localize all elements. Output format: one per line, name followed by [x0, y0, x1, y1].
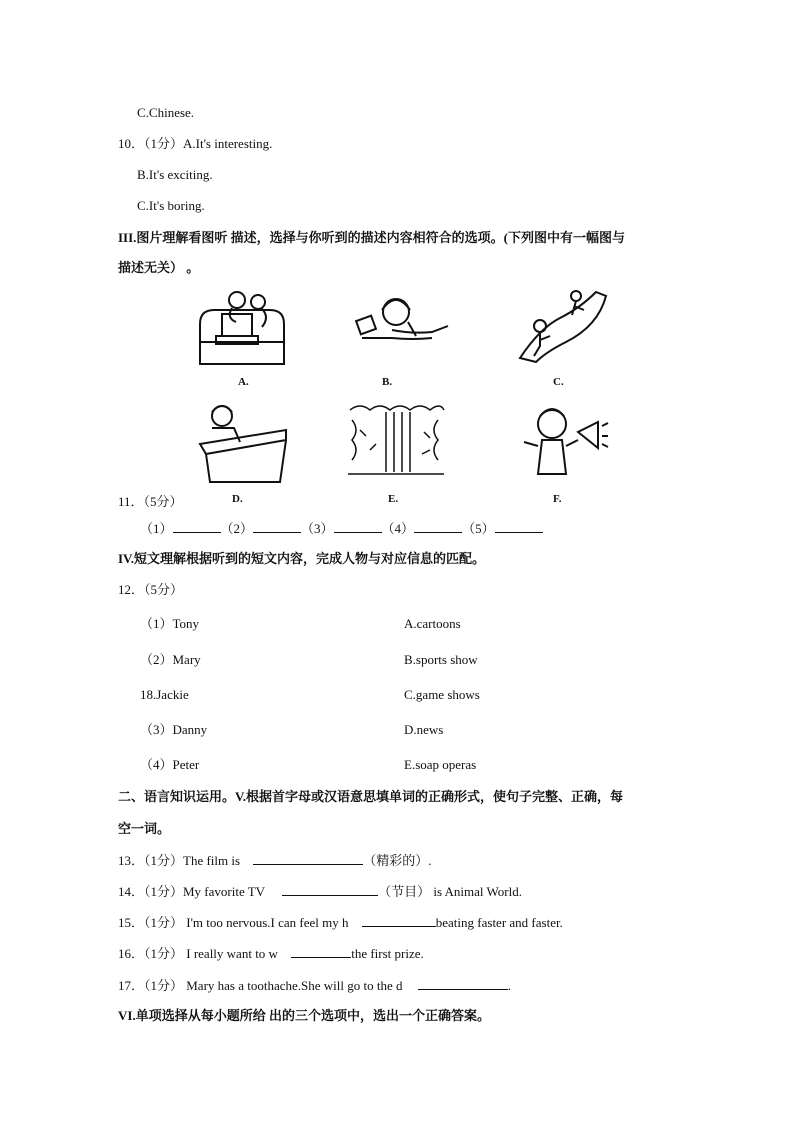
match-option-d: D.news: [404, 722, 444, 737]
section3-heading: III.图片理解看图听 描述，选择与你听到的描述内容相符合的选项。(下列图中有一幅图与: [118, 230, 626, 245]
q11-blank-4[interactable]: [414, 520, 462, 533]
q15-tail: beating faster and faster.: [435, 915, 563, 930]
q13-hint: （精彩的）.: [363, 853, 432, 868]
caption-c: C.: [553, 376, 564, 388]
q11-blank-3[interactable]: [334, 520, 382, 533]
match-person-4: （3）Danny: [140, 722, 208, 737]
match-option-e: E.soap operas: [404, 757, 477, 772]
q15: [118, 914, 563, 932]
q15-text: 15．（1分） I'm too nervous.I can feel my h: [118, 915, 349, 930]
match-person-5: （4）Peter: [140, 757, 200, 772]
q17-blank[interactable]: [418, 977, 508, 990]
q12-label: 12．（5分）: [118, 582, 184, 597]
q14: [118, 883, 522, 901]
q14-blank[interactable]: [282, 883, 378, 896]
q11-blank-4-label: （4）: [381, 521, 415, 536]
match-option-b: B.sports show: [404, 652, 478, 667]
section5-heading: 二、语言知识运用。V.根据首字母或汉语意思填单词的正确形式，使句子完整、正确，每: [118, 789, 623, 804]
caption-e: E.: [388, 493, 399, 505]
q17-text: 17．（1分） Mary has a toothache.She will go to the d: [118, 978, 403, 993]
match-option-a: A.cartoons: [404, 616, 461, 631]
q14-text: 14．（1分）My favorite TV: [118, 884, 265, 899]
q13: [118, 852, 432, 870]
q16: [118, 945, 424, 963]
picture-c: [516, 286, 610, 364]
q10-option-c: C.It's boring.: [137, 198, 205, 213]
section4-heading: IV.短文理解根据听到的短文内容，完成人物与对应信息的匹配。: [118, 551, 486, 566]
q11-blank-1[interactable]: [173, 520, 221, 533]
picture-a: [192, 284, 292, 368]
picture-d: [194, 400, 294, 486]
q13-blank[interactable]: [253, 852, 363, 865]
q10-option-a: 10．（1分）A.It's interesting.: [118, 136, 273, 151]
q16-text: 16．（1分） I really want to w: [118, 946, 278, 961]
q11-blank-3-label: （3）: [301, 521, 334, 536]
q11-label: 11．（5分）: [118, 494, 183, 509]
q11-blank-1-label: （1）: [140, 521, 173, 536]
section6-heading: VI.单项选择从每小题所给 出的三个选项中，选出一个正确答案。: [118, 1008, 490, 1023]
match-option-c: C.game shows: [404, 687, 480, 702]
q14-hint: （节目） is Animal World.: [378, 884, 522, 899]
q17: [118, 977, 511, 995]
picture-b: [352, 290, 452, 348]
picture-f: [514, 402, 610, 482]
picture-e: [346, 400, 446, 480]
q17-tail: .: [507, 978, 512, 993]
section3-heading-cont: 描述无关） 。: [118, 260, 200, 275]
q11-blank-5-label: （5）: [462, 521, 495, 536]
section5-heading-cont: 空一词。: [118, 821, 171, 836]
caption-d: D.: [232, 493, 243, 505]
q15-blank[interactable]: [362, 914, 436, 927]
q11-blanks: [140, 520, 543, 538]
q11-blank-2[interactable]: [253, 520, 301, 533]
match-person-3: 18.Jackie: [140, 687, 189, 702]
q11-blank-2-label: （2）: [220, 521, 254, 536]
q10-option-b: B.It's exciting.: [137, 167, 213, 182]
q11-blank-5[interactable]: [495, 520, 543, 533]
q9-option-c: C.Chinese.: [137, 105, 195, 120]
match-person-2: （2）Mary: [140, 652, 201, 667]
q13-text: 13．（1分）The film is: [118, 853, 241, 868]
match-person-1: （1）Tony: [140, 616, 200, 631]
caption-b: B.: [382, 376, 393, 388]
caption-a: A.: [238, 376, 249, 388]
q16-tail: the first prize.: [351, 946, 424, 961]
q16-blank[interactable]: [291, 945, 351, 958]
caption-f: F.: [553, 493, 562, 505]
